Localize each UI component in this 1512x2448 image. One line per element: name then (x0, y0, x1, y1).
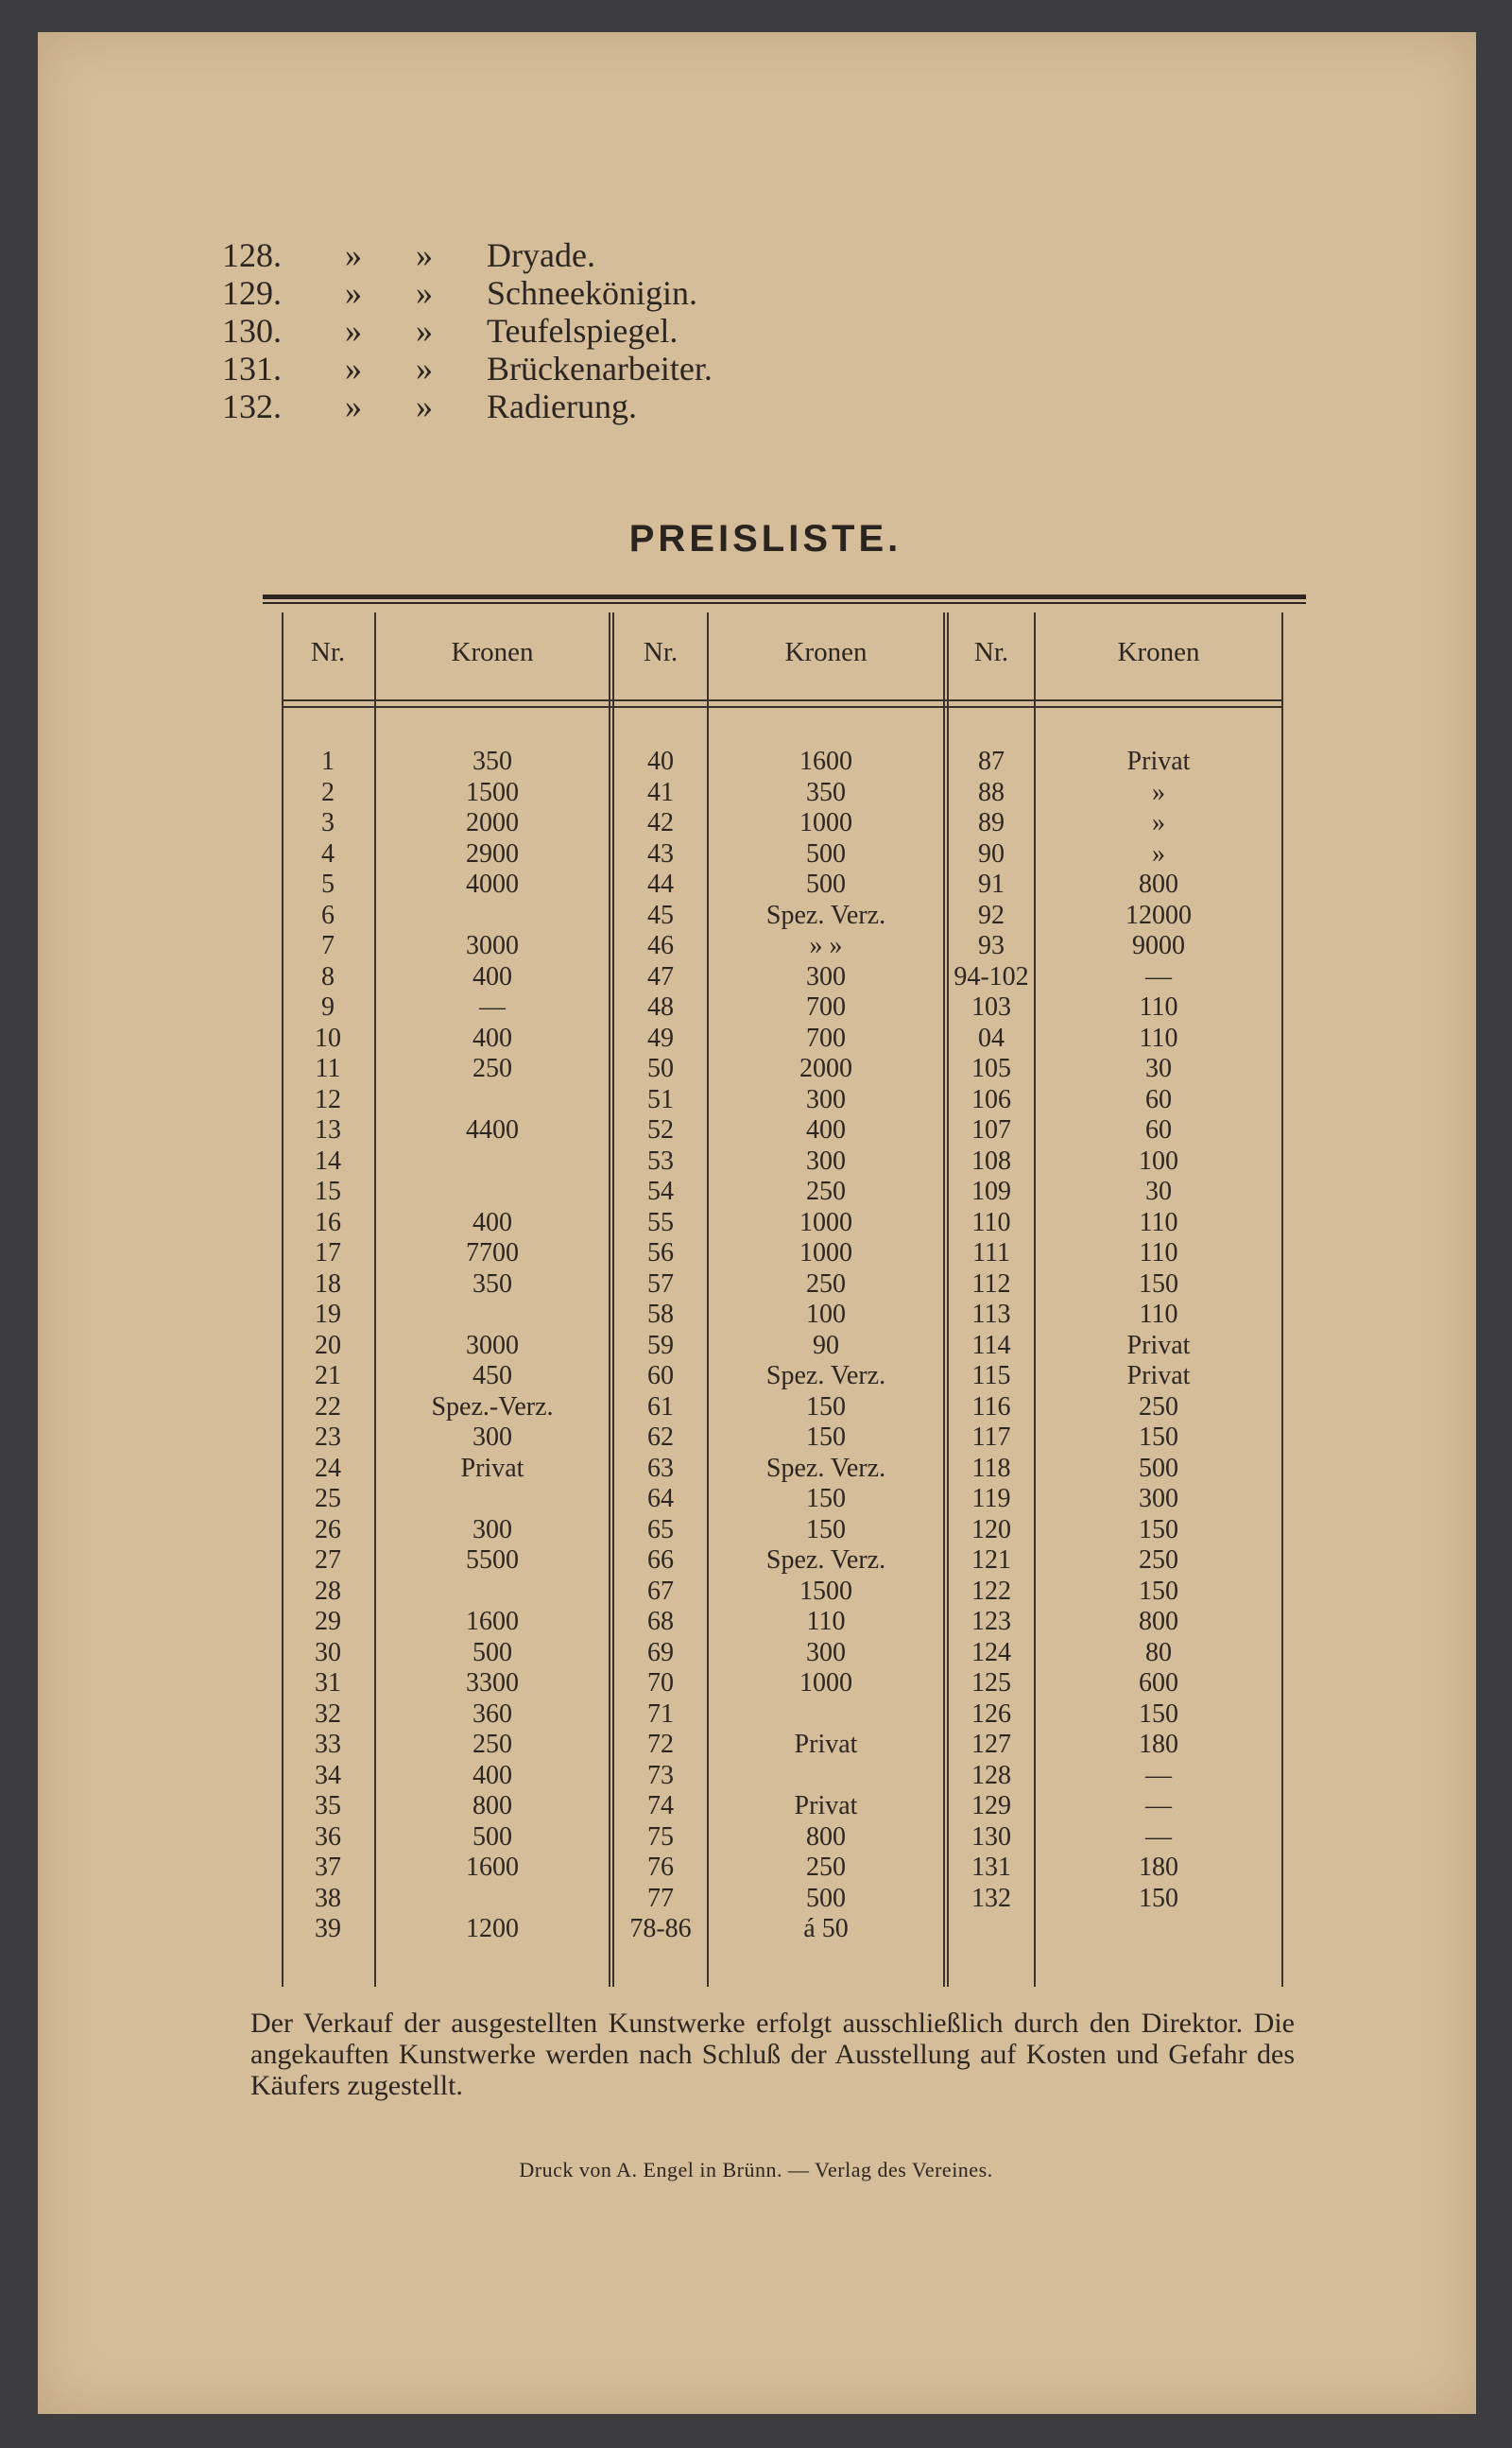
table-cell: 57 (647, 1268, 674, 1299)
table-cell: 67 (647, 1576, 674, 1606)
table-cell: 39 (315, 1914, 341, 1943)
table-cell (376, 1577, 609, 1608)
table-cell: 78-86 (629, 1914, 692, 1943)
table-cell: 150 (806, 1422, 846, 1452)
table-cell: Spez.-Verz. (431, 1391, 554, 1422)
table-cell: 360 (472, 1698, 512, 1729)
table-cell: 75 (647, 1821, 674, 1852)
table-cell: 40 (647, 747, 674, 776)
table-cell: 31 (315, 1668, 341, 1698)
table-cell: 128 (971, 1760, 1011, 1790)
table-cell: 13 (315, 1115, 341, 1145)
table-cell: 124 (971, 1637, 1011, 1667)
table-cell: 110 (1139, 1300, 1178, 1329)
table-cell: 7700 (466, 1238, 519, 1267)
table-cell: 400 (472, 1760, 512, 1790)
catalog-number: 132. (222, 388, 282, 425)
table-cell: 132 (971, 1883, 1011, 1913)
table-cell: 400 (472, 1207, 512, 1237)
catalog-number: 131. (222, 350, 282, 388)
table-cell: 9000 (1132, 931, 1185, 960)
column-kronen-1 (376, 747, 609, 1945)
table-cell: 62 (647, 1422, 674, 1452)
table-cell: 700 (806, 992, 846, 1022)
catalog-row (222, 312, 884, 350)
table-cell: 107 (971, 1115, 1011, 1145)
table-cell: » (1152, 838, 1165, 869)
table-cell: 1500 (466, 777, 519, 807)
table-cell: 300 (806, 1084, 846, 1114)
table-cell: 500 (472, 1637, 512, 1667)
table-cell: 150 (806, 1514, 846, 1544)
table-cell: 17 (315, 1238, 341, 1267)
table-cell: 52 (647, 1115, 674, 1145)
table-cell: 150 (1139, 1514, 1178, 1544)
ditto-mark: » (345, 388, 362, 425)
table-cell: 300 (472, 1422, 512, 1452)
table-cell: 300 (806, 961, 846, 991)
header-kronen: Kronen (451, 637, 534, 667)
table-cell: 33 (315, 1730, 341, 1759)
table-cell: 250 (806, 1268, 846, 1299)
column-nr-1 (282, 747, 374, 1945)
table-cell: 110 (1139, 1207, 1178, 1237)
catalog-row (222, 388, 884, 425)
table-cell: 41 (647, 777, 674, 807)
table-cell: 800 (472, 1791, 512, 1820)
table-cell: 103 (971, 992, 1011, 1022)
catalog-number: 130. (222, 312, 282, 350)
table-cell: 71 (647, 1698, 674, 1729)
table-cell: 800 (1139, 1607, 1178, 1636)
table-cell: 22 (315, 1391, 341, 1422)
table-cell: 700 (806, 1023, 846, 1053)
table-cell: 35 (315, 1791, 341, 1820)
table-cell: 600 (1139, 1668, 1178, 1698)
table-cell: — (1145, 1760, 1172, 1790)
table-cell: á 50 (803, 1914, 849, 1943)
catalog-number: 129. (222, 274, 282, 312)
table-cell: 93 (978, 931, 1005, 960)
table-cell: 04 (978, 1023, 1005, 1053)
table-cell: 114 (971, 1330, 1011, 1360)
table-cell: 64 (647, 1484, 674, 1513)
table-cell: 450 (472, 1361, 512, 1390)
column-nr-2 (614, 747, 707, 1945)
table-cell: 3000 (466, 931, 519, 960)
table-cell: 100 (1139, 1146, 1178, 1176)
table-cell: 21 (315, 1361, 341, 1390)
table-cell: 110 (806, 1607, 846, 1636)
table-cell: 3000 (466, 1330, 519, 1360)
table-cell: 43 (647, 838, 674, 869)
table-border-right (1281, 612, 1283, 1987)
table-cell: 131 (971, 1853, 1011, 1882)
table-cell: 36 (315, 1821, 341, 1852)
table-cell: » » (809, 931, 843, 960)
table-cell: 26 (315, 1514, 341, 1544)
column-kronen-2 (709, 747, 943, 1945)
table-cell: 23 (315, 1422, 341, 1452)
table-cell: 92 (978, 900, 1005, 930)
table-cell: Privat (794, 1791, 858, 1820)
table-cell: 1600 (466, 1607, 519, 1636)
table-cell (709, 1699, 943, 1731)
ditto-mark: » (345, 350, 362, 388)
table-cell: 500 (806, 1883, 846, 1913)
table-cell: 53 (647, 1146, 674, 1176)
table-cell: 129 (971, 1791, 1011, 1820)
table-cell: 123 (971, 1607, 1011, 1636)
table-cell: 500 (806, 870, 846, 899)
table-cell: 1000 (799, 1238, 852, 1267)
table-cell: 58 (647, 1300, 674, 1329)
printer-imprint: Druck von A. Engel in Brünn. — Verlag des Vereines. (519, 2158, 993, 2181)
header-rule-thin (282, 706, 1283, 708)
table-cell: 108 (971, 1146, 1011, 1176)
catalog-list (222, 236, 884, 425)
table-cell: 250 (472, 1730, 512, 1759)
table-cell: 77 (647, 1883, 674, 1913)
catalog-row (222, 236, 884, 274)
catalog-title: Teufelspiegel. (487, 312, 679, 350)
table-cell: 4400 (466, 1115, 519, 1145)
table-cell: 69 (647, 1637, 674, 1667)
table-cell: 27 (315, 1545, 341, 1575)
table-cell: 29 (315, 1607, 341, 1636)
table-cell: 115 (971, 1361, 1011, 1390)
table-cell: Spez. Verz. (765, 1545, 886, 1575)
table-cell: 150 (1139, 1422, 1178, 1452)
table-cell: 28 (315, 1576, 341, 1606)
table-cell: 55 (647, 1207, 674, 1237)
table-cell: 18 (315, 1268, 341, 1299)
table-cell: 68 (647, 1607, 674, 1636)
table-cell: 111 (972, 1238, 1010, 1267)
table-cell (709, 1761, 943, 1792)
ditto-mark: » (416, 236, 433, 274)
top-rule-thin (263, 602, 1306, 604)
table-cell: 5 (321, 870, 335, 899)
table-cell: 2 (321, 777, 335, 807)
table-cell (376, 901, 609, 932)
table-cell: 12 (315, 1084, 341, 1114)
table-cell: 250 (806, 1853, 846, 1882)
table-cell: 30 (1145, 1177, 1172, 1206)
table-cell: 120 (971, 1514, 1011, 1544)
table-cell: — (1145, 1791, 1172, 1820)
table-cell: Privat (1126, 1361, 1191, 1390)
table-cell: 1200 (466, 1914, 519, 1943)
table-cell: 51 (647, 1084, 674, 1114)
table-cell: 90 (978, 838, 1005, 869)
table-cell: 74 (647, 1791, 674, 1820)
table-cell: 121 (971, 1545, 1011, 1575)
table-cell: 4 (321, 838, 335, 869)
header-nr: Nr. (643, 637, 679, 667)
ditto-mark: » (416, 350, 433, 388)
table-cell: 8 (321, 961, 335, 991)
catalog-title: Schneekönigin. (487, 274, 697, 312)
table-cell (376, 1146, 609, 1178)
ditto-mark: » (345, 236, 362, 274)
table-cell: 105 (971, 1054, 1011, 1083)
table-cell: 2000 (466, 808, 519, 837)
header-kronen: Kronen (784, 637, 868, 667)
sales-notice: Der Verkauf der ausgestellten Kunstwerke erfolgt ausschließlich durch den Direktor. Die angekauften Kunstwerke werden nach Schluß der Ausstellung auf Kosten und Gefahr des Käufers zugestellt. (250, 2008, 1295, 2101)
table-cell: 110 (1139, 992, 1178, 1022)
table-cell: 16 (315, 1207, 341, 1237)
table-cell: 20 (315, 1330, 341, 1360)
table-cell (376, 1300, 609, 1331)
table-cell: 59 (647, 1330, 674, 1360)
table-cell: 46 (647, 931, 674, 960)
table-cell: 150 (1139, 1698, 1178, 1729)
top-rule (263, 595, 1306, 599)
table-cell: 38 (315, 1883, 341, 1913)
table-cell: 150 (1139, 1268, 1178, 1299)
table-cell: 73 (647, 1760, 674, 1790)
table-cell: 2000 (799, 1054, 852, 1083)
ditto-mark: » (345, 274, 362, 312)
table-cell: 126 (971, 1698, 1011, 1729)
table-cell: 88 (978, 777, 1005, 807)
table-cell: 2900 (466, 838, 519, 869)
table-cell: 117 (971, 1422, 1011, 1452)
table-cell: 30 (1145, 1054, 1172, 1083)
table-cell: 110 (1139, 1023, 1178, 1053)
table-cell: 119 (971, 1484, 1011, 1513)
table-cell: 65 (647, 1514, 674, 1544)
ditto-mark: » (345, 312, 362, 350)
table-cell: 113 (971, 1300, 1011, 1329)
table-cell: 61 (647, 1391, 674, 1422)
table-cell: 180 (1139, 1730, 1178, 1759)
table-cell: 400 (472, 1023, 512, 1053)
table-cell: 70 (647, 1668, 674, 1698)
table-cell: 1600 (466, 1853, 519, 1882)
table-cell: 150 (1139, 1883, 1178, 1913)
table-cell: 7 (321, 931, 335, 960)
table-cell: 80 (1145, 1637, 1172, 1667)
table-cell: 180 (1139, 1853, 1178, 1882)
catalog-row (222, 350, 884, 388)
table-cell: 56 (647, 1238, 674, 1267)
table-cell: 42 (647, 808, 674, 837)
table-cell: Spez. Verz. (765, 1453, 886, 1483)
table-cell: 89 (978, 808, 1005, 837)
table-cell: 12000 (1125, 900, 1192, 930)
table-cell: 127 (971, 1730, 1011, 1759)
table-cell: 3 (321, 808, 335, 837)
table-cell: 63 (647, 1453, 674, 1483)
column-kronen-3 (1036, 747, 1281, 1914)
table-cell: 125 (971, 1668, 1011, 1698)
table-cell: 54 (647, 1177, 674, 1206)
catalog-title: Dryade. (487, 236, 595, 274)
table-cell: — (1145, 961, 1172, 991)
table-cell: 32 (315, 1698, 341, 1729)
table-cell: 94-102 (954, 961, 1029, 991)
table-cell: Spez. Verz. (765, 1361, 886, 1390)
table-cell: 30 (315, 1637, 341, 1667)
ditto-mark: » (416, 388, 433, 425)
catalog-title: Radierung. (487, 388, 637, 425)
table-cell: 15 (315, 1177, 341, 1206)
table-cell: Privat (794, 1730, 858, 1759)
table-cell: 350 (806, 777, 846, 807)
table-cell: 34 (315, 1760, 341, 1790)
table-cell: 150 (1139, 1576, 1178, 1606)
table-cell: 118 (971, 1453, 1011, 1483)
table-cell: 25 (315, 1484, 341, 1513)
table-cell: Privat (1126, 747, 1191, 776)
table-cell: 19 (315, 1300, 341, 1329)
table-cell: 500 (472, 1821, 512, 1852)
table-cell: 60 (647, 1361, 674, 1390)
catalog-row (222, 274, 884, 312)
table-cell: Privat (1126, 1330, 1191, 1360)
table-cell: 110 (971, 1207, 1011, 1237)
table-cell: 14 (315, 1146, 341, 1176)
table-cell: 100 (806, 1300, 846, 1329)
ditto-mark: » (416, 274, 433, 312)
table-cell (376, 1085, 609, 1116)
table-cell: 250 (806, 1177, 846, 1206)
table-cell: 87 (978, 747, 1005, 776)
table-cell: 76 (647, 1853, 674, 1882)
table-cell: 300 (472, 1514, 512, 1544)
table-cell: 250 (472, 1054, 512, 1083)
table-cell: 24 (315, 1453, 341, 1483)
ditto-mark: » (416, 312, 433, 350)
table-cell: 110 (1139, 1238, 1178, 1267)
table-cell: 350 (472, 1268, 512, 1299)
table-cell: 9 (321, 992, 335, 1022)
header-nr: Nr. (310, 637, 346, 667)
table-cell: 350 (472, 747, 512, 776)
table-cell: — (1145, 1821, 1172, 1852)
table-cell: 90 (813, 1330, 839, 1360)
price-table (282, 612, 1283, 1987)
table-cell: 250 (1139, 1391, 1178, 1422)
table-cell: 109 (971, 1177, 1011, 1206)
table-cell: 800 (806, 1821, 846, 1852)
table-cell: 91 (978, 870, 1005, 899)
table-cell (376, 1484, 609, 1515)
table-cell: 1000 (799, 1668, 852, 1698)
price-list-title: PREISLISTE. (628, 518, 902, 560)
table-cell: 250 (1139, 1545, 1178, 1575)
table-cell: 122 (971, 1576, 1011, 1606)
table-cell: 300 (806, 1637, 846, 1667)
table-cell: 60 (1145, 1115, 1172, 1145)
table-cell: 45 (647, 900, 674, 930)
table-cell: Privat (460, 1453, 524, 1483)
table-cell: 47 (647, 961, 674, 991)
table-cell: 300 (1139, 1484, 1178, 1513)
table-cell: 44 (647, 870, 674, 899)
table-cell: 112 (971, 1268, 1011, 1299)
table-cell: 1600 (799, 747, 852, 776)
table-cell: 60 (1145, 1084, 1172, 1114)
table-cell: 4000 (466, 870, 519, 899)
table-cell: 116 (971, 1391, 1011, 1422)
table-cell: 500 (806, 838, 846, 869)
table-cell (376, 1884, 609, 1915)
header-rule (282, 699, 1283, 701)
table-cell: 1500 (799, 1576, 852, 1606)
table-cell: 500 (1139, 1453, 1178, 1483)
table-cell: 1 (321, 747, 335, 776)
table-cell: 800 (1139, 870, 1178, 899)
table-cell: 5500 (466, 1545, 519, 1575)
table-cell: 400 (806, 1115, 846, 1145)
column-nr-3 (949, 747, 1034, 1914)
table-cell: Spez. Verz. (765, 900, 886, 930)
table-cell: 72 (647, 1730, 674, 1759)
table-cell: 6 (321, 900, 335, 930)
table-cell: » (1152, 777, 1165, 807)
table-cell: 11 (315, 1054, 341, 1083)
table-cell: 37 (315, 1853, 341, 1882)
table-cell: 130 (971, 1821, 1011, 1852)
table-cell: 49 (647, 1023, 674, 1053)
table-cell: 106 (971, 1084, 1011, 1114)
table-cell: » (1152, 808, 1165, 837)
table-cell: 10 (315, 1023, 341, 1053)
table-cell: 48 (647, 992, 674, 1022)
table-cell: 400 (472, 961, 512, 991)
table-cell: — (479, 992, 506, 1022)
table-cell (376, 1177, 609, 1208)
table-cell: 1000 (799, 808, 852, 837)
catalog-title: Brückenarbeiter. (487, 350, 713, 388)
catalog-number: 128. (222, 236, 282, 274)
table-cell: 150 (806, 1484, 846, 1513)
header-kronen: Kronen (1117, 637, 1200, 667)
table-cell: 300 (806, 1146, 846, 1176)
table-cell: 3300 (466, 1668, 519, 1698)
table-cell: 50 (647, 1054, 674, 1083)
table-cell: 1000 (799, 1207, 852, 1237)
table-cell: 66 (647, 1545, 674, 1575)
table-cell: 150 (806, 1391, 846, 1422)
header-nr: Nr. (973, 637, 1009, 667)
